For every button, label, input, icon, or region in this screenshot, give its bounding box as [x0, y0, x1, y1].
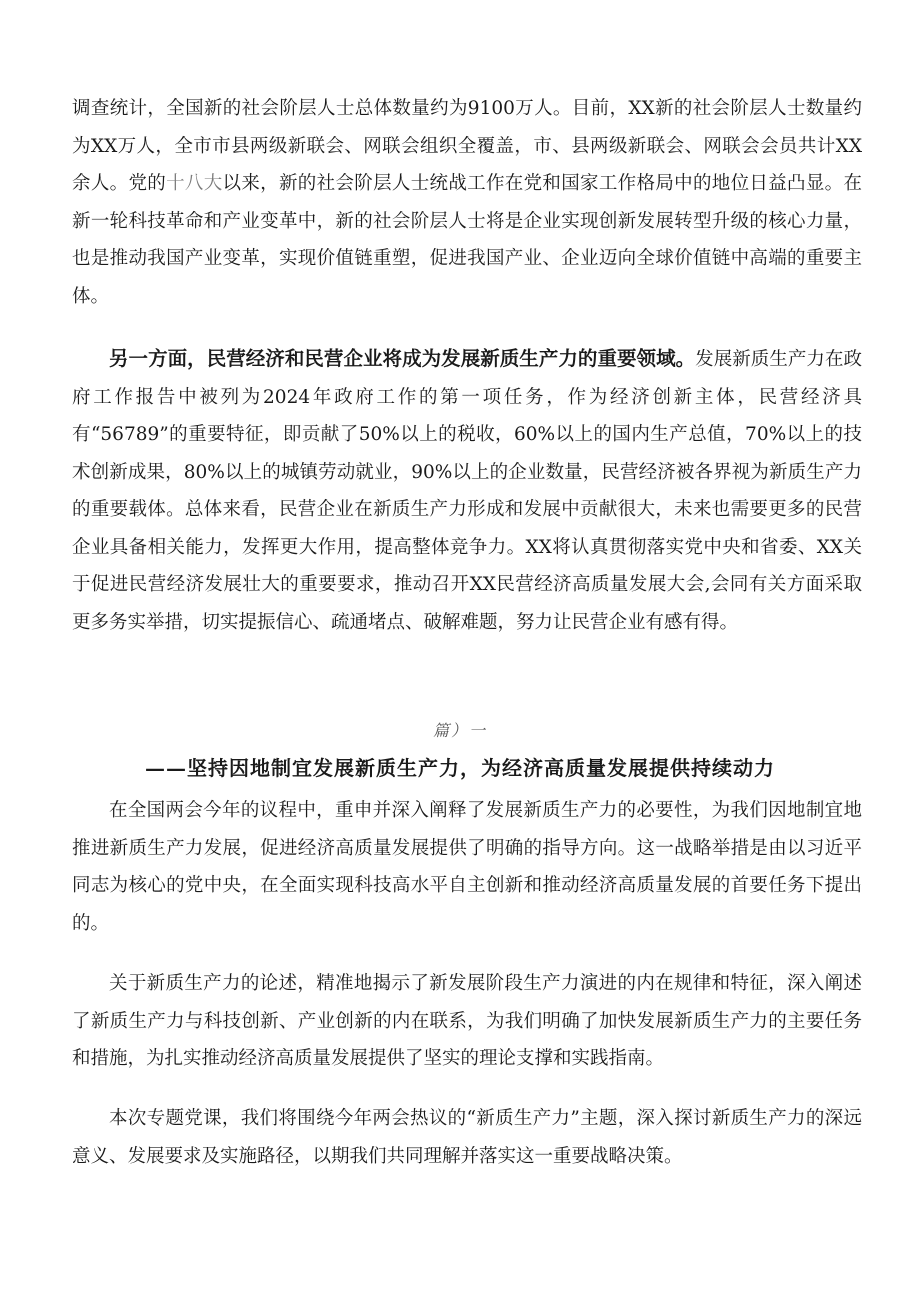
paragraph-text: 在全国两会今年的议程中，重申并深入阐释了发展新质生产力的必要性，为我们因地制宜地推进新质生产力发展，促进经济高质量发展提供了明确的指导方向。这一战略举措是由以习近平同志为核心的党中央，在全面实现科技高水平自主创新和推动经济高质量发展的首要任务下提出的。: [72, 800, 862, 934]
section-marker: 篇）一: [432, 721, 487, 740]
paragraph-social-strata: [72, 90, 862, 315]
paragraph-lead-sentence: 另一方面，民营经济和民营企业将成为发展新质生产力的重要领域。: [109, 347, 696, 370]
paragraph-theory: [72, 965, 862, 1078]
paragraph-text: 关于新质生产力的论述，精准地揭示了新发展阶段生产力演进的内在规律和特征，深入阐述了新质生产力与科技创新、产业创新的内在联系，为我们明确了加快发展新质生产力的主要任务和措施，为扎实推动经济高质量发展提供了坚实的理论支撑和实践指南。: [72, 973, 862, 1069]
section-subtitle: ——坚持因地制宜发展新质生产力，为经济高质量发展提供持续动力: [145, 756, 775, 780]
paragraph-text: 发展新质生产力在政府工作报告中被列为2024年政府工作的第一项任务，作为经济创新主体，民营经济具有“56789”的重要特征，即贡献了50%以上的税收，60%以上的国内生产总值，70%以上的技术创新成果，80%以上的城镇劳动就业，90%以上的企业数量，民营经济被各界视为新质生产力的重要载体。总体来看，民营企业在新质生产力形成和发展中贡献很大，未来也需要更多的民营企业具备相关能力，发挥更大作用，提高整体竞争力。XX将认真贯彻落实党中央和省委、XX关于促进民营经济发展壮大的重要要求，推动召开XX民营经济高质量发展大会,会同有关方面采取更多务实举措，切实提振信心、疏通堵点、破解难题，努力让民营企业有感有得。: [72, 349, 862, 633]
paragraph-text: 本次专题党课，我们将围绕今年两会热议的“新质生产力”主题，深入探讨新质生产力的深远意义、发展要求及实施路径，以期我们共同理解并落实这一重要战略决策。: [72, 1108, 862, 1167]
paragraph-text: 调查统计，全国新的社会阶层人士总体数量约为9100万人。目前，XX新的社会阶层人士数量约为XX万人，全市市县两级新联会、网联会组织全覆盖，市、县两级新联会、网联会会员共计XX余人。党的: [72, 98, 862, 194]
paragraph-party-lesson: [72, 1100, 862, 1175]
highlight-text: 十八大: [166, 173, 223, 194]
paragraph-private-economy: [72, 340, 862, 641]
paragraph-text: 以来，新的社会阶层人士统战工作在党和国家工作格局中的地位日益凸显。在新一轮科技革命和产业变革中，新的社会阶层人士将是企业实现创新发展转型升级的核心力量，也是推动我国产业变革，实现价值链重塑，促进我国产业、企业迈向全球价值链中高端的重要主体。: [72, 173, 862, 307]
paragraph-two-sessions: [72, 792, 862, 942]
